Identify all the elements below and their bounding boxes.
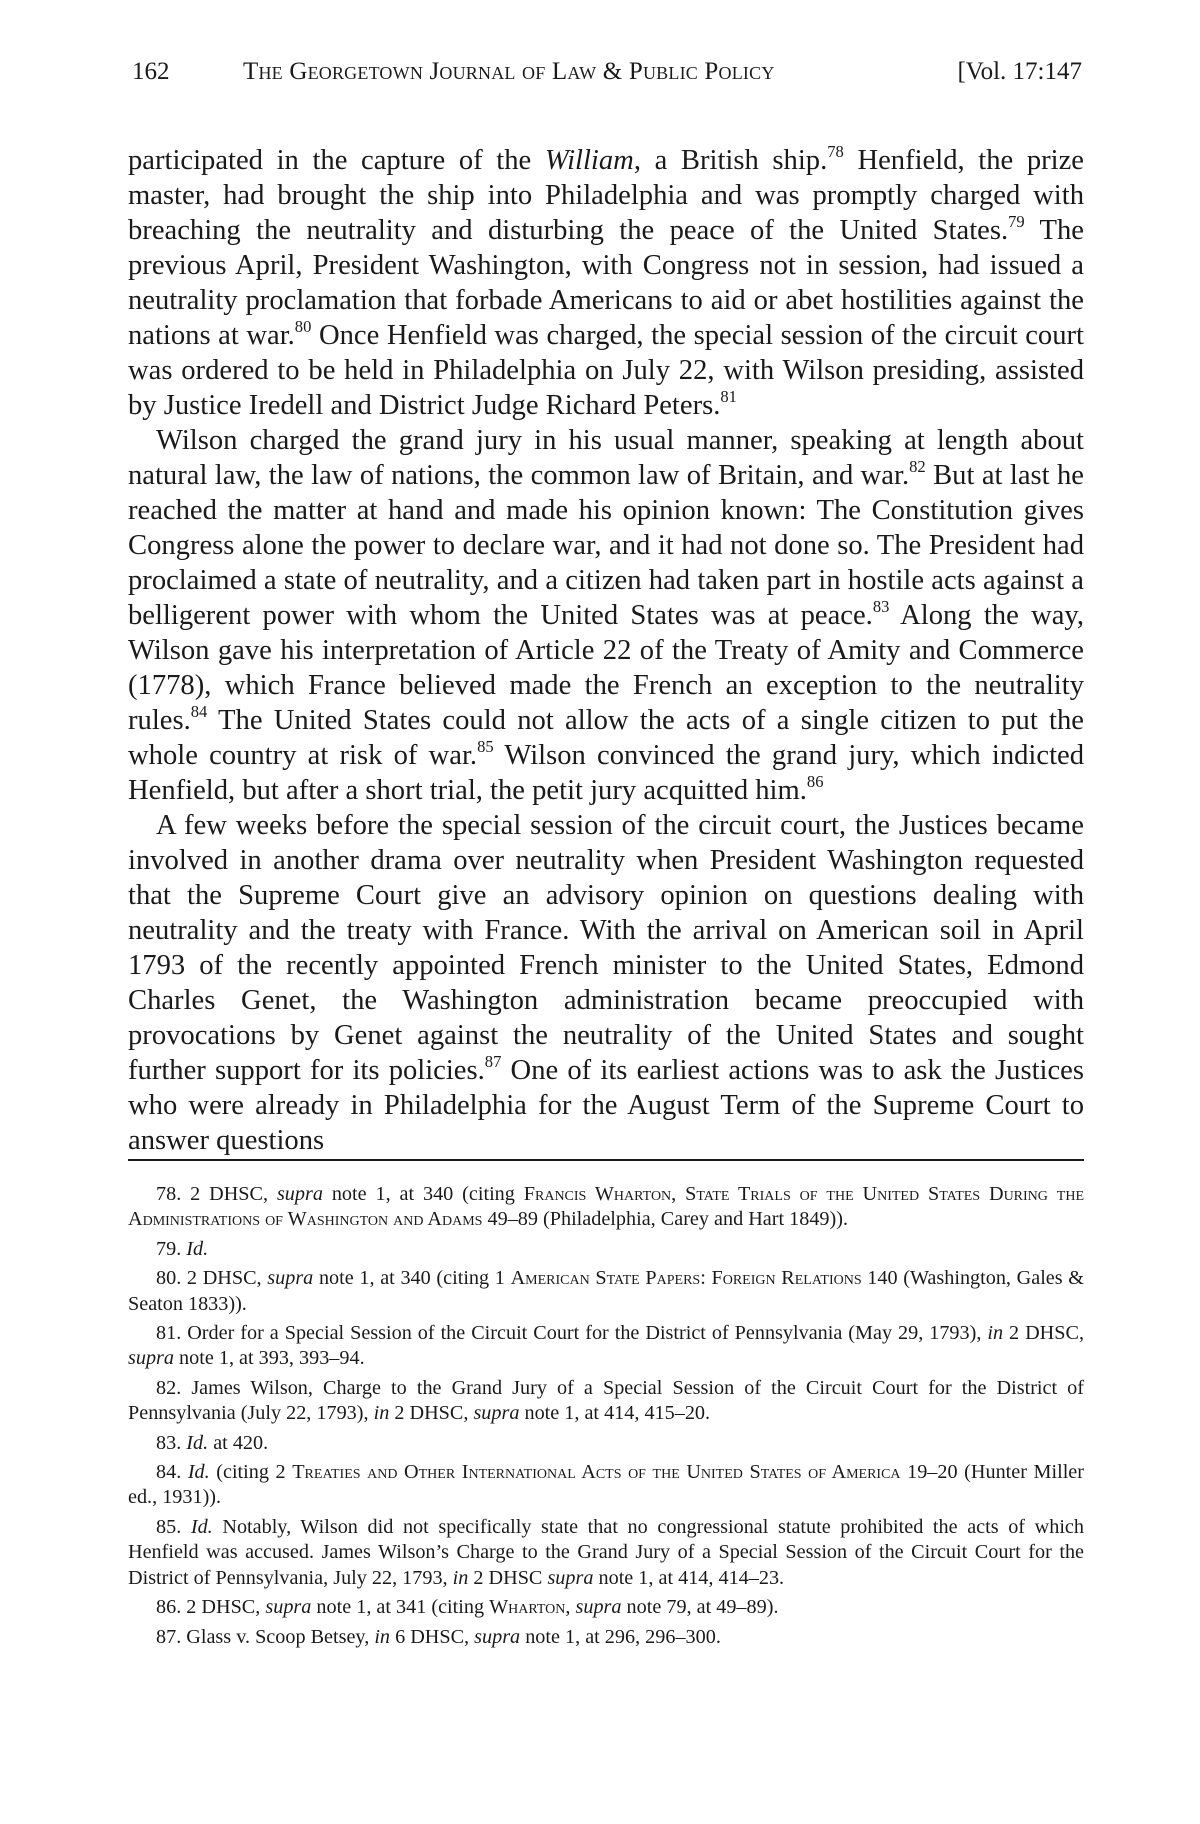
- text-run: 19–20 (Hunter Miller ed., 1931)).: [128, 1461, 1084, 1509]
- journal-title: The Georgetown Journal of Law & Public Policy: [243, 58, 775, 85]
- text-run: supra: [547, 1566, 594, 1589]
- footnote-ref[interactable]: 79: [1008, 211, 1025, 231]
- footnote-81: [128, 1321, 1084, 1372]
- footnote-divider: [128, 1159, 1084, 1161]
- text-run: Along the way, Wilson gave his interpretation of Article 22 of the Treaty of Amity and Commerce (1778), which France believed made the French an exception to the neutrality rules.: [128, 600, 1084, 736]
- ship-name: William: [544, 145, 634, 176]
- text-run: supra: [575, 1596, 622, 1619]
- text-run: note 1, at 341 (citing: [311, 1596, 490, 1619]
- footnote-number: 86.: [156, 1596, 182, 1619]
- footnote-ref[interactable]: 78: [827, 141, 844, 161]
- text-run: Once Henfield was charged, the special session of the circuit court was ordered to be held in Philadelphia on July 22, with Wilson presiding, assisted by Justice Iredell and District Judge Richard Peters.: [128, 320, 1084, 421]
- footnote-ref[interactable]: 82: [909, 456, 926, 476]
- text-run: , a British ship.: [633, 145, 828, 176]
- footnote-number: 87.: [156, 1625, 182, 1648]
- footnote-number: 83.: [156, 1431, 182, 1454]
- text-run: note 1, at 414, 414–23.: [593, 1566, 785, 1589]
- body-paragraph: [128, 423, 1084, 808]
- footnote-ref[interactable]: 84: [190, 701, 208, 721]
- text-run: in: [374, 1625, 391, 1648]
- footnote-number: 84.: [156, 1461, 182, 1484]
- body-paragraph: [128, 143, 1084, 423]
- footnote-number: 80.: [156, 1267, 182, 1290]
- book-title: American State Papers: Foreign Relations: [510, 1267, 862, 1290]
- footnote-ref[interactable]: 87: [484, 1051, 502, 1071]
- footnote-number: 78.: [156, 1183, 182, 1205]
- volume-citation: [Vol. 17:147: [957, 58, 1082, 85]
- author-name: Wharton: [489, 1596, 566, 1619]
- text-run: supra: [276, 1183, 323, 1205]
- text-run: Wilson charged the grand jury in his usual manner, speaking at length about natural law, the law of nations, the common law of Britain, and war.: [128, 425, 1084, 491]
- text-run: ,: [565, 1596, 576, 1619]
- text-run: supra: [265, 1596, 312, 1619]
- footnote-86: [128, 1595, 1084, 1620]
- text-run: Glass v. Scoop Betsey,: [186, 1625, 375, 1648]
- text-run: in: [373, 1402, 390, 1425]
- text-run: note 1, at 414, 415–20.: [519, 1402, 711, 1425]
- text-run: The previous April, President Washington, with Congress not in session, had issued a neutrality proclamation that forbade Americans to aid or abet hostilities against the nations at war.: [128, 215, 1084, 351]
- footnote-ref[interactable]: 81: [720, 386, 737, 406]
- text-run: 2 DHSC,: [186, 1596, 266, 1619]
- footnote-number: 85.: [156, 1515, 182, 1538]
- text-run: A few weeks before the special session of the circuit court, the Justices became involved in another drama over neutrality when President Washington requested that the Supreme Court give an advisory opinion on questions dealing with neutrality and the treaty with France. With the arrival on American soil in April 1793 of the recently appointed French minister to the United States, Edmond Charles Genet, the Washington administration became preoccupied with provocations by Genet against the neutrality of the United States and sought further support for its policies.: [128, 810, 1084, 1086]
- text-run: supra: [473, 1402, 520, 1425]
- text-run: James Wilson, Charge to the Grand Jury of a Special Session of the Circuit Court for the District of Pennsylvania (July 22, 1793),: [128, 1376, 1084, 1425]
- text-run: Order for a Special Session of the Circuit Court for the District of Pennsylvania (May 29, 1793),: [187, 1322, 988, 1345]
- text-run: The United States could not allow the acts of a single citizen to put the whole country at risk of war.: [128, 705, 1084, 771]
- text-run: 2 DHSC,: [1003, 1322, 1084, 1345]
- text-run: (citing 2: [209, 1461, 293, 1484]
- page-number: 162: [132, 58, 170, 85]
- footnote-80: [128, 1266, 1084, 1317]
- footnote-number: 81.: [156, 1322, 182, 1345]
- text-run: supra: [128, 1347, 174, 1370]
- text-run: Id.: [186, 1237, 209, 1260]
- text-run: note 1, at 393, 393–94.: [174, 1347, 365, 1370]
- text-run: Id.: [186, 1431, 209, 1454]
- main-text: [128, 143, 1084, 1158]
- text-run: 2 DHSC,: [186, 1267, 268, 1290]
- text-run: 140 (Washington, Gales & Seaton 1833)).: [128, 1267, 1084, 1315]
- text-run: 6 DHSC,: [390, 1625, 475, 1648]
- text-run: 2 DHSC: [468, 1566, 548, 1589]
- text-run: Wilson convinced the grand jury, which indicted Henfield, but after a short trial, the petit jury acquitted him.: [128, 740, 1084, 806]
- text-run: Notably, Wilson did not specifically state that no congressional statute prohibited the acts of which Henfield was accused. James Wilson’s Charge to the Grand Jury of a Special Session of the Circuit Court for the District of Pennsylvania, July 22, 1793,: [128, 1515, 1084, 1589]
- text-run: Id.: [190, 1515, 213, 1538]
- footnote-number: 79.: [156, 1237, 182, 1260]
- book-title: Francis Wharton, State Trials of the United States During the Administrations of Washington and Adams: [128, 1183, 1085, 1231]
- footnote-84: [128, 1460, 1084, 1511]
- text-run: at 420.: [208, 1431, 269, 1454]
- text-run: One of its earliest actions was to ask the Justices who were already in Philadelphia for the August Term of the Supreme Court to answer questions: [128, 1055, 1084, 1156]
- footnote-87: [128, 1625, 1084, 1650]
- footnote-82: [128, 1376, 1084, 1427]
- text-run: Henfield, the prize master, had brought the ship into Philadelphia and was promptly charged with breaching the neutrality and disturbing the peace of the United States.: [128, 145, 1084, 246]
- text-run: in: [987, 1322, 1004, 1345]
- book-title: Treaties and Other International Acts of the United States of America: [292, 1461, 901, 1484]
- footnotes: [128, 1182, 1084, 1654]
- text-run: note 1, at 340 (citing 1: [313, 1267, 511, 1290]
- footnote-83: [128, 1431, 1084, 1456]
- text-run: participated in the capture of the: [128, 145, 545, 176]
- text-run: But at last he reached the matter at hand and made his opinion known: The Constitution gives Congress alone the power to declare war, and it had not done so. The President had proclaimed a state of neutrality, and a citizen had taken part in hostile acts against a belligerent power with whom the United States was at peace.: [128, 460, 1084, 631]
- text-run: note 1, at 340 (citing: [322, 1183, 524, 1205]
- text-run: 49–89 (Philadelphia, Carey and Hart 1849)).: [482, 1208, 848, 1231]
- footnote-85: [128, 1515, 1084, 1591]
- text-run: note 79, at 49–89).: [621, 1596, 779, 1619]
- body-paragraph: [128, 808, 1084, 1158]
- footnote-ref[interactable]: 80: [294, 316, 312, 336]
- text-run: in: [452, 1566, 469, 1589]
- text-run: supra: [267, 1267, 314, 1290]
- footnote-ref[interactable]: 86: [806, 771, 824, 791]
- text-run: 2 DHSC,: [389, 1402, 474, 1425]
- footnote-ref[interactable]: 85: [477, 736, 494, 756]
- text-run: Id.: [187, 1461, 210, 1484]
- text-run: 2 DHSC,: [190, 1183, 277, 1205]
- text-run: supra: [474, 1625, 521, 1648]
- footnote-79: [128, 1237, 1084, 1262]
- footnote-78: [128, 1182, 1084, 1233]
- footnote-number: 82.: [156, 1376, 182, 1399]
- text-run: note 1, at 296, 296–300.: [520, 1625, 721, 1648]
- footnote-ref[interactable]: 83: [872, 596, 890, 616]
